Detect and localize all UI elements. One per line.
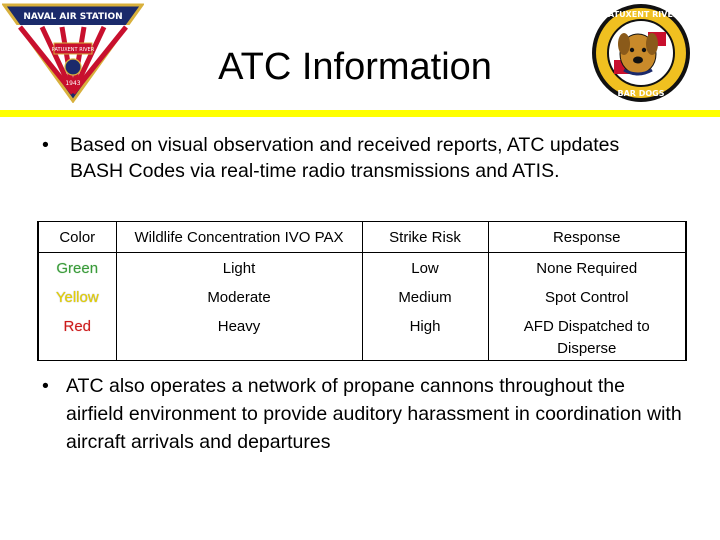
table-row [38,311,686,361]
concentration-cell: Light [116,253,362,283]
risk-cell: High [362,311,488,361]
bullet-paragraph-1 [42,132,662,184]
bullet-marker: • [42,134,49,156]
response-cell: None Required [536,260,638,277]
bash-codes-table [37,221,687,361]
concentration-cell: Heavy [116,311,362,361]
logo-ring-bottom-text: BAR DOGS [617,89,665,98]
concentration-cell: Moderate [116,282,362,311]
response-cell: Spot Control [545,289,629,306]
logo-top-text: NAVAL AIR STATION [23,12,123,22]
logo-banner-text: PATUXENT RIVER [51,47,95,53]
table-row [38,253,686,283]
table-header-row [38,222,686,253]
bullet-marker: • [42,375,49,397]
response-cell: AFD Dispatched to Disperse [523,318,650,357]
bar-dogs-logo [590,2,692,104]
bullet-paragraph-2 [42,372,682,456]
header-color: Color [38,222,116,253]
header-strike-risk: Strike Risk [362,222,488,253]
risk-cell: Medium [362,282,488,311]
naval-air-station-logo [2,3,144,103]
color-cell-red: Red [38,311,116,361]
bullet-text-2: ATC also operates a network of propane cannons throughout the airfield environment to provide auditory harassment in coordination with aircraft arrivals and departures [66,375,682,453]
logo-ring-top-text: PATUXENT RIVER [602,10,680,19]
header-wildlife-concentration: Wildlife Concentration IVO PAX [116,222,362,253]
color-cell-yellow: Yellow [38,282,116,311]
color-cell-green: Green [38,253,116,283]
logo-year-text: 1943 [65,80,81,87]
table-row [38,282,686,311]
page-title: ATC Information [218,46,492,88]
header-response: Response [488,222,686,253]
risk-cell: Low [362,253,488,283]
title-underline [0,110,720,117]
bullet-text-1: Based on visual observation and received reports, ATC updates BASH Codes via real-time radio transmissions and ATIS. [70,134,620,182]
